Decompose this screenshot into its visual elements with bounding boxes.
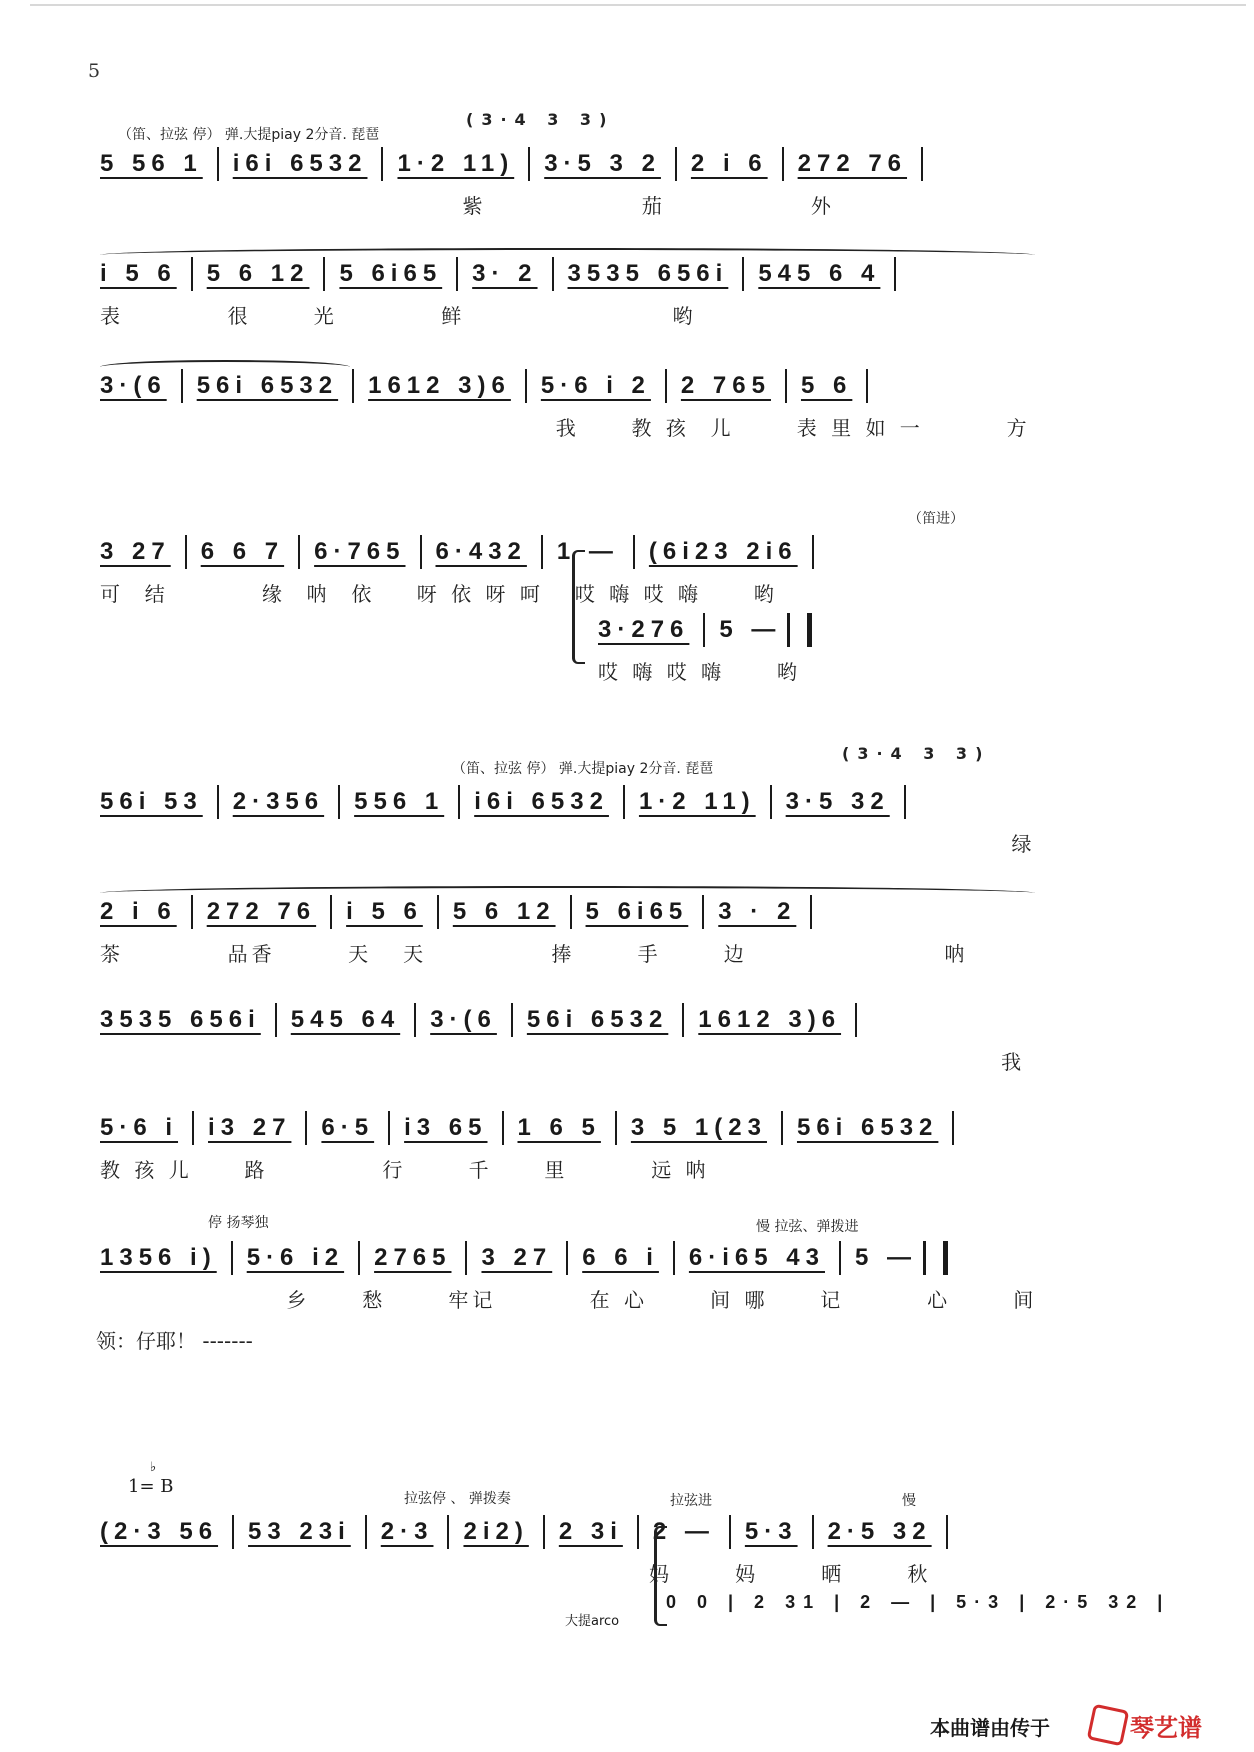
lyrics-row: 绿 <box>100 832 1036 856</box>
instrument-annotation: （笛、拉弦 停） 弹.大提piay 2分音. 琵琶 <box>118 127 380 143</box>
instrument-annotation: 拉弦进 <box>670 1493 712 1509</box>
measure: 56i 6532 <box>526 1006 669 1033</box>
logo-icon <box>1087 1704 1130 1747</box>
bass-part-row: 0 0 | 2 31 | 2 — | 5·3 | 2·5 32 | <box>666 1592 1171 1612</box>
measure: i6i 6532 <box>232 150 368 177</box>
measure: 5·3 <box>744 1518 798 1545</box>
measure: 2 3i <box>558 1518 623 1545</box>
measure: 5 56 1 <box>100 150 203 177</box>
notes-row <box>100 146 937 182</box>
measure: 3·5 3 2 <box>544 150 661 177</box>
measure: 2·3 <box>380 1518 434 1545</box>
staff-line-5 <box>100 784 1160 856</box>
logo-text: 琴艺谱 <box>1130 1713 1202 1742</box>
notes-row <box>100 256 910 292</box>
instrument-annotation: 慢 拉弦、弹拨进 <box>756 1219 859 1235</box>
measure: 5 6i65 <box>585 898 689 925</box>
lyrics-row: 妈 妈 晒 秋 <box>100 1562 932 1586</box>
measure: 3·(6 <box>430 1006 497 1033</box>
measure: 2 i 6 <box>690 150 768 177</box>
measure: 1·2 11) <box>638 788 756 815</box>
lyrics-row: 茶 品香 天 天 捧 手 边 呐 <box>100 942 969 966</box>
measure: 2765 <box>374 1244 452 1271</box>
measure: 545 6 4 <box>758 260 881 287</box>
measure: 5 6i65 <box>339 260 443 287</box>
measure: 3·5 32 <box>785 788 890 815</box>
measure: 3·(6 <box>100 372 167 399</box>
measure: i6i 6532 <box>474 788 609 815</box>
notes-row <box>100 534 828 570</box>
measure: i3 65 <box>404 1114 488 1141</box>
lyrics-row: 可 结 缘 呐 依 呀 依 呀 呵 哎 嗨 哎 嗨 哟 <box>100 582 778 606</box>
notes-row <box>100 1240 962 1276</box>
measure: 272 76 <box>797 150 908 177</box>
notes-row <box>100 1002 871 1038</box>
measure: 6 6 i <box>582 1244 659 1271</box>
instrument-annotation: （笛、拉弦 停） 弹.大提piay 2分音. 琵琶 <box>452 761 714 777</box>
measure: 1·2 11) <box>397 150 515 177</box>
measure: 1356 i) <box>100 1244 217 1271</box>
measure: 5 6 <box>800 372 853 399</box>
notes-row <box>100 1110 968 1146</box>
measure: 5·6 i <box>100 1114 179 1141</box>
measure: 1612 3)6 <box>368 372 511 399</box>
lyrics-row: 紫 茄 外 <box>100 194 835 218</box>
measure: (2·3 56 <box>100 1518 219 1545</box>
measure: (6i23 2i6 <box>648 538 798 565</box>
instrument-annotation: 停 扬琴独 <box>208 1215 269 1231</box>
measure: i3 27 <box>208 1114 292 1141</box>
measure: 6 6 7 <box>200 538 285 565</box>
arco-label: 大提arco <box>565 1614 620 1629</box>
staff-line-9 <box>100 1240 1160 1312</box>
top-rule <box>30 4 1246 6</box>
measure: 2i2) <box>463 1518 529 1545</box>
measure: 3· 2 <box>472 260 538 287</box>
staff-line-2 <box>100 256 1160 328</box>
measure: 3 · 2 <box>718 898 797 925</box>
measure: 2 i 6 <box>100 898 177 925</box>
lyrics-row: 乡 愁 牢记 在 心 间 哪 记 心 间 <box>100 1288 1038 1312</box>
paren-notes: (3·4 3 3) <box>842 744 991 763</box>
measure: 5·6 i 2 <box>540 372 651 399</box>
notes-row <box>100 1514 962 1550</box>
lyrics-row: 表 很 光 鲜 哟 <box>100 304 697 328</box>
tempo-annotation: 慢 <box>902 1493 916 1509</box>
measure: 1612 3)6 <box>698 1006 842 1033</box>
notes-row <box>100 894 826 930</box>
measure: 6·432 <box>435 538 527 565</box>
measure: 5 — <box>719 616 782 643</box>
measure: 3·276 <box>598 616 690 643</box>
staff-line-8 <box>100 1110 1160 1182</box>
measure: 1 — <box>556 538 619 565</box>
staff-line-4 <box>100 534 1160 606</box>
measure: 2 — <box>652 1518 715 1545</box>
measure: 556 1 <box>354 788 445 815</box>
instrument-annotation: 拉弦停 、 弹拨奏 <box>404 1491 511 1507</box>
measure: 56i 6532 <box>796 1114 939 1141</box>
staff-line-4b <box>598 612 918 684</box>
measure: 2·356 <box>232 788 325 815</box>
footer-credit: 本曲谱由传于 <box>930 1716 1050 1740</box>
measure: 2·5 32 <box>827 1518 932 1545</box>
staff-line-10 <box>100 1514 1160 1586</box>
site-logo[interactable] <box>1090 1702 1240 1748</box>
notes-row <box>100 784 920 820</box>
measure: 53 23i <box>248 1518 351 1545</box>
measure: 5 6 12 <box>452 898 556 925</box>
measure: 5 6 12 <box>206 260 310 287</box>
measure: 6·5 <box>321 1114 375 1141</box>
paren-notes: (3·4 3 3) <box>466 110 615 129</box>
measure: 5·6 i2 <box>246 1244 345 1271</box>
measure: 56i 6532 <box>196 372 339 399</box>
lyrics-row: 哎 嗨 哎 嗨 哟 <box>598 660 801 684</box>
measure: 56i 53 <box>100 788 203 815</box>
lyrics-row: 我 <box>100 1050 1026 1074</box>
measure: 3 27 <box>481 1244 553 1271</box>
staff-line-3 <box>100 368 1160 440</box>
measure: 2 765 <box>680 372 771 399</box>
key-flat: ♭ <box>150 1460 157 1475</box>
staff-line-6 <box>100 894 1160 966</box>
notes-row <box>598 612 826 648</box>
measure: i 5 6 <box>100 260 177 287</box>
lyrics-row: 我 教 孩 儿 表 里 如 一 方 <box>100 416 1031 440</box>
page-number: 5 <box>88 60 101 82</box>
measure: 6·765 <box>314 538 406 565</box>
measure: i 5 6 <box>346 898 423 925</box>
measure: 1 6 5 <box>517 1114 601 1141</box>
staff-line-7 <box>100 1002 1160 1074</box>
lyrics-row: 教 孩 儿 路 行 千 里 远 呐 <box>100 1158 710 1182</box>
measure: 6·i65 43 <box>688 1244 825 1271</box>
measure: 3 27 <box>100 538 171 565</box>
flute-enter-annotation: （笛进） <box>908 511 964 527</box>
measure: 3535 656i <box>567 260 729 287</box>
measure: 545 64 <box>290 1006 401 1033</box>
key-signature: 1= B <box>128 1476 174 1497</box>
measure: 3535 656i <box>100 1006 261 1033</box>
ending-bracket <box>572 550 585 664</box>
measure: 272 76 <box>206 898 317 925</box>
notes-row <box>100 368 882 404</box>
measure: 5 — <box>854 1244 917 1271</box>
lead-call: 领：仔耶！ ------- <box>96 1329 253 1353</box>
measure: 3 5 1(23 <box>630 1114 767 1141</box>
staff-line-1 <box>100 146 1160 218</box>
